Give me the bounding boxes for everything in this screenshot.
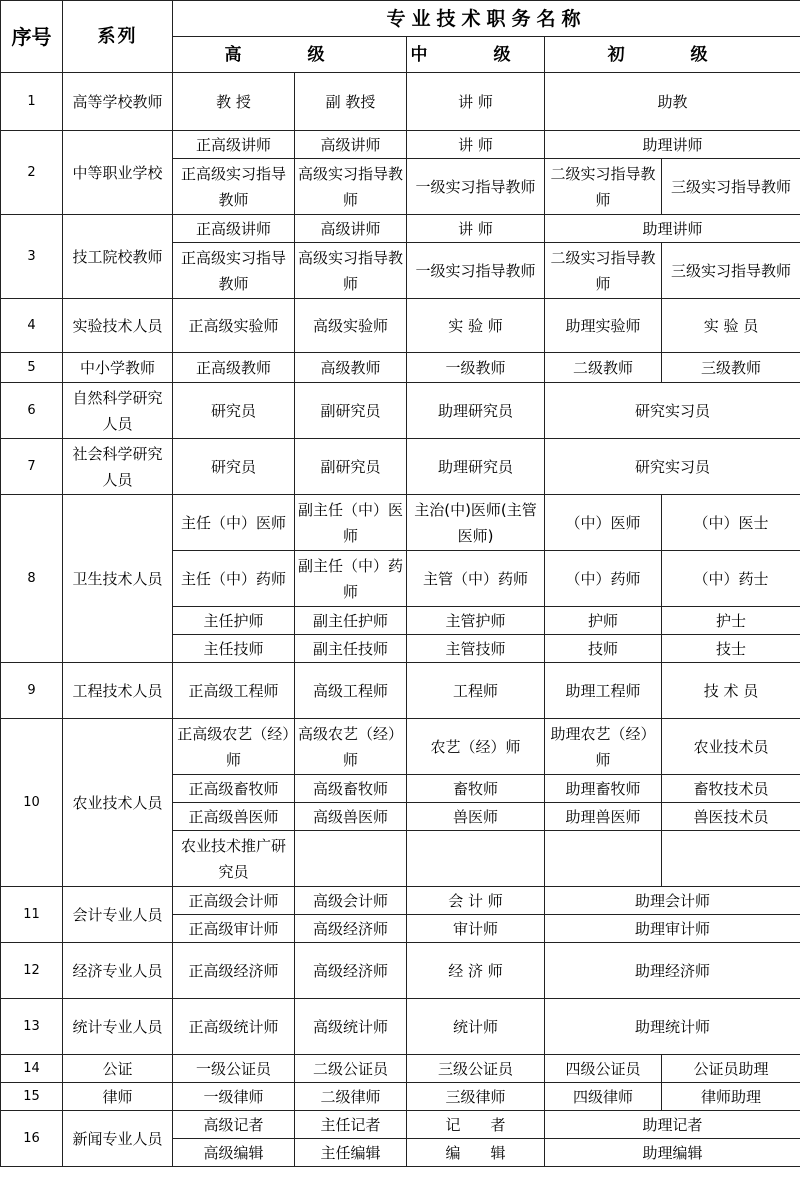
cell: 助理经济师: [545, 943, 800, 999]
cell: 高级农艺（经）师: [295, 719, 407, 775]
cell: 研究员: [173, 383, 295, 439]
cell: （中）药士: [662, 551, 800, 607]
table-row: [1, 1083, 800, 1111]
cell: 研究员: [173, 439, 295, 495]
cell: 副研究员: [295, 439, 407, 495]
cell: （中）药师: [545, 551, 662, 607]
cell: 实 验 员: [662, 299, 800, 353]
cell: 一级律师: [173, 1083, 295, 1111]
table-row: [1, 353, 800, 383]
title-header: 专业技术职务名称: [173, 1, 800, 37]
table-row: [1, 663, 800, 719]
cell: 助理讲师: [545, 131, 800, 159]
row-number: 9: [1, 663, 63, 719]
cell: 正高级讲师: [173, 131, 295, 159]
cell: 副主任（中）医师: [295, 495, 407, 551]
cell: 助理工程师: [545, 663, 662, 719]
cell: 副主任（中）药师: [295, 551, 407, 607]
cell: 副研究员: [295, 383, 407, 439]
cell: 助理畜牧师: [545, 775, 662, 803]
cell: 正高级实习指导教师: [173, 243, 295, 299]
cell: 高级畜牧师: [295, 775, 407, 803]
junior-header: 初 级: [545, 37, 800, 73]
cell: 正高级兽医师: [173, 803, 295, 831]
cell: 正高级农艺（经）师: [173, 719, 295, 775]
cell: 会 计 师: [407, 887, 545, 915]
cell: 高级教师: [295, 353, 407, 383]
cell: 主管（中）药师: [407, 551, 545, 607]
cell: 记 者: [407, 1111, 545, 1139]
table-row: [1, 383, 800, 439]
empty-cell: [545, 831, 662, 887]
middle-header: 中 级: [407, 37, 545, 73]
cell: 副 教授: [295, 73, 407, 131]
cell: 高级实验师: [295, 299, 407, 353]
series-header: 系列: [63, 1, 173, 73]
table-row: [1, 719, 800, 775]
cell: 副主任技师: [295, 635, 407, 663]
series-name: 农业技术人员: [63, 719, 173, 887]
cell: 主任记者: [295, 1111, 407, 1139]
cell: 副主任护师: [295, 607, 407, 635]
cell: 助理研究员: [407, 439, 545, 495]
cell: 助理实验师: [545, 299, 662, 353]
cell: 高级讲师: [295, 131, 407, 159]
series-name: 高等学校教师: [63, 73, 173, 131]
cell: 主任编辑: [295, 1139, 407, 1167]
empty-cell: [295, 831, 407, 887]
cell: 二级实习指导教师: [545, 159, 662, 215]
cell: 护师: [545, 607, 662, 635]
cell: 主管技师: [407, 635, 545, 663]
header-row-1: [1, 1, 800, 37]
cell: 正高级畜牧师: [173, 775, 295, 803]
cell: 高级会计师: [295, 887, 407, 915]
series-name: 技工院校教师: [63, 215, 173, 299]
table-row: [1, 131, 800, 159]
cell: 审计师: [407, 915, 545, 943]
cell: 畜牧技术员: [662, 775, 800, 803]
cell: 主任（中）医师: [173, 495, 295, 551]
table-row: [1, 1111, 800, 1139]
cell: 高级经济师: [295, 915, 407, 943]
cell: 律师助理: [662, 1083, 800, 1111]
cell: 高级讲师: [295, 215, 407, 243]
cell: 四级律师: [545, 1083, 662, 1111]
cell: 三级实习指导教师: [662, 243, 800, 299]
empty-cell: [662, 831, 800, 887]
cell: 正高级工程师: [173, 663, 295, 719]
series-name: 实验技术人员: [63, 299, 173, 353]
series-name: 公证: [63, 1055, 173, 1083]
cell: 高级实习指导教师: [295, 243, 407, 299]
cell: 编 辑: [407, 1139, 545, 1167]
cell: 实 验 师: [407, 299, 545, 353]
cell: 畜牧师: [407, 775, 545, 803]
cell: 三级实习指导教师: [662, 159, 800, 215]
series-name: 工程技术人员: [63, 663, 173, 719]
cell: 讲 师: [407, 215, 545, 243]
cell: 助理编辑: [545, 1139, 800, 1167]
cell: 高级兽医师: [295, 803, 407, 831]
cell: 高级统计师: [295, 999, 407, 1055]
cell: 正高级会计师: [173, 887, 295, 915]
series-name: 中等职业学校: [63, 131, 173, 215]
cell: 技士: [662, 635, 800, 663]
cell: 一级教师: [407, 353, 545, 383]
cell: 研究实习员: [545, 383, 800, 439]
cell: 讲 师: [407, 73, 545, 131]
cell: 工程师: [407, 663, 545, 719]
cell: 统计师: [407, 999, 545, 1055]
series-name: 新闻专业人员: [63, 1111, 173, 1167]
table-row: [1, 495, 800, 551]
cell: 主管护师: [407, 607, 545, 635]
row-number: 16: [1, 1111, 63, 1167]
cell: 高级实习指导教师: [295, 159, 407, 215]
cell: 研究实习员: [545, 439, 800, 495]
row-number: 3: [1, 215, 63, 299]
cell: 助理农艺（经）师: [545, 719, 662, 775]
cell: 经 济 师: [407, 943, 545, 999]
cell: 助理审计师: [545, 915, 800, 943]
cell: 三级公证员: [407, 1055, 545, 1083]
series-name: 卫生技术人员: [63, 495, 173, 663]
table-row: [1, 215, 800, 243]
cell: 二级公证员: [295, 1055, 407, 1083]
row-number: 11: [1, 887, 63, 943]
cell: 正高级实习指导教师: [173, 159, 295, 215]
row-number: 14: [1, 1055, 63, 1083]
senior-header: 高 级: [173, 37, 407, 73]
table-row: [1, 887, 800, 915]
row-number: 2: [1, 131, 63, 215]
cell: 讲 师: [407, 131, 545, 159]
cell: 助理会计师: [545, 887, 800, 915]
cell: 正高级实验师: [173, 299, 295, 353]
table-row: [1, 943, 800, 999]
table-row: [1, 439, 800, 495]
cell: 高级经济师: [295, 943, 407, 999]
table-row: [1, 73, 800, 131]
cell: 兽医师: [407, 803, 545, 831]
cell: 二级律师: [295, 1083, 407, 1111]
cell: 助理兽医师: [545, 803, 662, 831]
cell: 主任护师: [173, 607, 295, 635]
cell: 主任（中）药师: [173, 551, 295, 607]
row-number: 4: [1, 299, 63, 353]
row-number: 10: [1, 719, 63, 887]
cell: 高级编辑: [173, 1139, 295, 1167]
cell: 正高级讲师: [173, 215, 295, 243]
table-row: [1, 1055, 800, 1083]
cell: 助理统计师: [545, 999, 800, 1055]
row-number: 6: [1, 383, 63, 439]
cell: 农艺（经）师: [407, 719, 545, 775]
series-name: 自然科学研究人员: [63, 383, 173, 439]
cell: 三级律师: [407, 1083, 545, 1111]
series-name: 中小学教师: [63, 353, 173, 383]
cell: 助理研究员: [407, 383, 545, 439]
row-number: 5: [1, 353, 63, 383]
series-name: 社会科学研究人员: [63, 439, 173, 495]
series-name: 会计专业人员: [63, 887, 173, 943]
cell: 正高级教师: [173, 353, 295, 383]
cell: 一级公证员: [173, 1055, 295, 1083]
cell: 农业技术员: [662, 719, 800, 775]
cell: （中）医师: [545, 495, 662, 551]
row-number: 15: [1, 1083, 63, 1111]
cell: 农业技术推广研究员: [173, 831, 295, 887]
cell: 二级实习指导教师: [545, 243, 662, 299]
series-name: 经济专业人员: [63, 943, 173, 999]
series-name: 律师: [63, 1083, 173, 1111]
cell: 助理讲师: [545, 215, 800, 243]
row-number: 7: [1, 439, 63, 495]
row-number: 12: [1, 943, 63, 999]
series-name: 统计专业人员: [63, 999, 173, 1055]
cell: 助理记者: [545, 1111, 800, 1139]
cell: 四级公证员: [545, 1055, 662, 1083]
empty-cell: [407, 831, 545, 887]
cell: 兽医技术员: [662, 803, 800, 831]
cell: 主治(中)医师(主管医师): [407, 495, 545, 551]
row-number: 1: [1, 73, 63, 131]
cell: 三级教师: [662, 353, 800, 383]
cell: 一级实习指导教师: [407, 159, 545, 215]
cell: （中）医士: [662, 495, 800, 551]
cell: 高级工程师: [295, 663, 407, 719]
cell: 助教: [545, 73, 800, 131]
cell: 正高级统计师: [173, 999, 295, 1055]
cell: 教 授: [173, 73, 295, 131]
row-number: 8: [1, 495, 63, 663]
cell: 一级实习指导教师: [407, 243, 545, 299]
cell: 正高级审计师: [173, 915, 295, 943]
cell: 高级记者: [173, 1111, 295, 1139]
table-row: [1, 999, 800, 1055]
cell: 技 术 员: [662, 663, 800, 719]
cell: 公证员助理: [662, 1055, 800, 1083]
table-row: [1, 299, 800, 353]
cell: 护士: [662, 607, 800, 635]
row-number: 13: [1, 999, 63, 1055]
cell: 二级教师: [545, 353, 662, 383]
cell: 主任技师: [173, 635, 295, 663]
cell: 技师: [545, 635, 662, 663]
index-header: 序号: [1, 1, 63, 73]
cell: 正高级经济师: [173, 943, 295, 999]
